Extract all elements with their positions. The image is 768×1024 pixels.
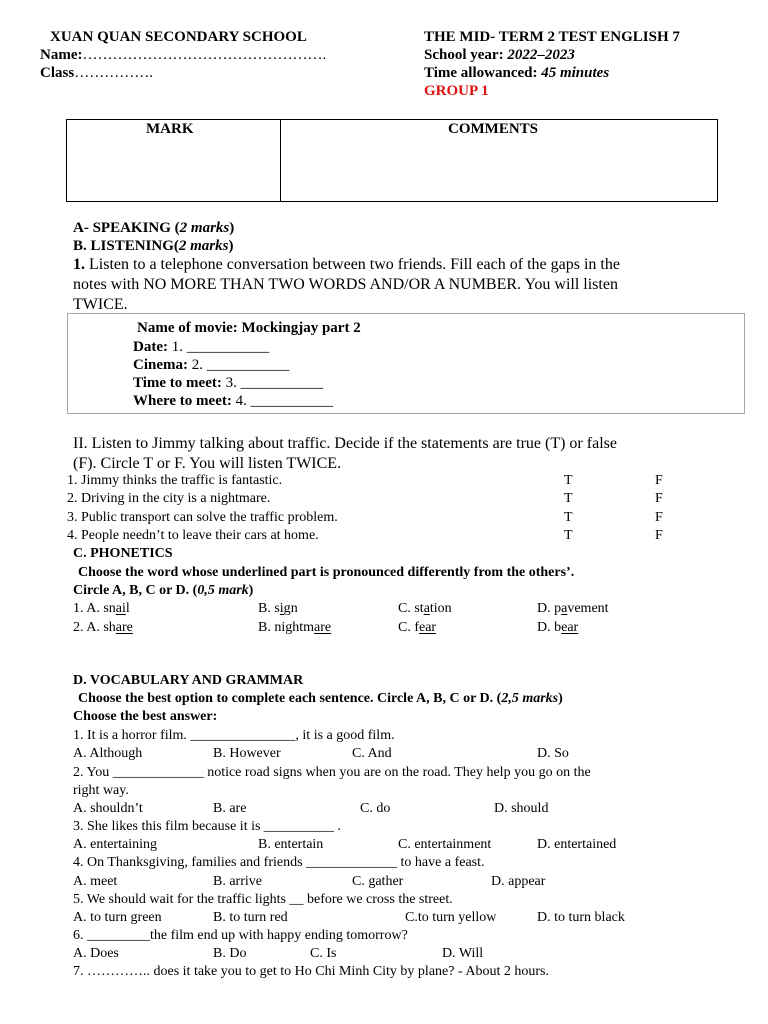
false-option[interactable]: F (655, 510, 663, 525)
listening-part2-line2: (F). Circle T or F. You will listen TWICE. (73, 455, 342, 472)
q6-option-c[interactable]: C. Is (310, 946, 337, 961)
q5-option-c[interactable]: C.to turn yellow (405, 910, 497, 925)
statement: 3. Public transport can solve the traffic problem. (67, 510, 338, 525)
name-dots[interactable]: …………………………………………. (82, 47, 327, 63)
name-label: Name: (40, 47, 83, 63)
time-allowed (424, 64, 609, 82)
q1-option-b[interactable]: B. However (213, 746, 281, 761)
q6-option-a[interactable]: A. Does (73, 946, 119, 961)
q2-option-c[interactable]: C. do (360, 801, 391, 816)
q4-option-c[interactable]: C. gather (352, 874, 404, 889)
phonetics-heading: C. PHONETICS (73, 546, 173, 561)
false-option[interactable]: F (655, 491, 663, 506)
blank-3[interactable]: 3. ___________ (221, 375, 324, 391)
group-label: GROUP 1 (424, 83, 489, 99)
vocab-question-2-cont: right way. (73, 783, 129, 798)
mark-header: MARK (146, 121, 194, 137)
phonetics-q1-c[interactable]: C. station (398, 601, 452, 616)
comments-header: COMMENTS (448, 121, 538, 137)
school-name: XUAN QUAN SECONDARY SCHOOL (50, 29, 307, 45)
q1-option-a[interactable]: A. Although (73, 746, 143, 761)
q1-option-d[interactable]: D. So (537, 746, 569, 761)
listening-part1-line3: TWICE. (73, 296, 128, 313)
listening-part1-line2: notes with NO MORE THAN TWO WORDS AND/OR A NUMBER. You will listen (73, 276, 618, 293)
phonetics-q2-c[interactable]: C. fear (398, 620, 437, 635)
vocab-heading: D. VOCABULARY AND GRAMMAR (73, 673, 304, 688)
q5-option-b[interactable]: B. to turn red (213, 910, 288, 925)
table-divider (280, 119, 281, 202)
phonetics-instruction-2: Circle A, B, C or D. (0,5 mark) (73, 583, 254, 598)
test-title: THE MID- TERM 2 TEST ENGLISH 7 (424, 29, 680, 45)
q3-option-b[interactable]: B. entertain (258, 837, 324, 852)
phonetics-q1-b[interactable]: B. sign (258, 601, 298, 616)
q5-option-d[interactable]: D. to turn black (537, 910, 625, 925)
vocab-question-2: 2. You _____________ notice road signs when you are on the road. They help you go on the (73, 765, 591, 780)
note-time: Time to meet: 3. ___________ (133, 375, 324, 391)
school-year (424, 46, 575, 64)
vocab-question-6: 6. _________the film end up with happy ending tomorrow? (73, 928, 408, 943)
class-label: Class (40, 65, 75, 81)
statement: 4. People needn’t to leave their cars at home. (67, 528, 319, 543)
blank-2[interactable]: 2. ___________ (188, 357, 290, 373)
q3-option-c[interactable]: C. entertainment (398, 837, 492, 852)
q2-option-b[interactable]: B. are (213, 801, 247, 816)
vocab-question-5: 5. We should wait for the traffic lights __ before we cross the street. (73, 892, 453, 907)
note-cinema: Cinema: 2. ___________ (133, 357, 290, 373)
year-label: School year: (424, 47, 504, 63)
q6-option-b[interactable]: B. Do (213, 946, 247, 961)
true-option[interactable]: T (564, 473, 573, 488)
listening-part1-instruction: 1. Listen to a telephone conversation between two friends. Fill each of the gaps in the (73, 256, 620, 273)
q4-option-b[interactable]: B. arrive (213, 874, 262, 889)
q3-option-a[interactable]: A. entertaining (73, 837, 157, 852)
blank-4[interactable]: 4. ___________ (231, 393, 334, 409)
phonetics-instruction: Choose the word whose underlined part is pronounced differently from the others’. (78, 565, 575, 580)
year-value: 2022–2023 (507, 47, 575, 63)
name-line (40, 46, 326, 64)
movie-name: Name of movie: Mockingjay part 2 (137, 320, 361, 336)
phonetics-q1-a[interactable]: 1. A. snail (73, 601, 130, 616)
q2-option-d[interactable]: D. should (494, 801, 549, 816)
false-option[interactable]: F (655, 528, 663, 543)
true-option[interactable]: T (564, 528, 573, 543)
true-option[interactable]: T (564, 510, 573, 525)
vocab-question-4: 4. On Thanksgiving, families and friends _____________ to have a feast. (73, 855, 485, 870)
q2-option-a[interactable]: A. shouldn’t (73, 801, 143, 816)
q4-option-d[interactable]: D. appear (491, 874, 546, 889)
class-dots[interactable]: ……………. (74, 65, 153, 81)
note-place: Where to meet: 4. ___________ (133, 393, 334, 409)
false-option[interactable]: F (655, 473, 663, 488)
q3-option-d[interactable]: D. entertained (537, 837, 617, 852)
listening-heading: B. LISTENING(2 marks) (73, 238, 234, 254)
vocab-instruction-2: Choose the best answer: (73, 709, 218, 724)
phonetics-q2-b[interactable]: B. nightmare (258, 620, 332, 635)
phonetics-q2-d[interactable]: D. bear (537, 620, 579, 635)
true-option[interactable]: T (564, 491, 573, 506)
class-line (40, 64, 153, 82)
time-value: 45 minutes (541, 65, 610, 81)
statement: 1. Jimmy thinks the traffic is fantastic. (67, 473, 283, 488)
phonetics-q1-d[interactable]: D. pavement (537, 601, 609, 616)
vocab-question-3: 3. She likes this film because it is __________ . (73, 819, 341, 834)
listening-part2-instruction: II. Listen to Jimmy talking about traffic. Decide if the statements are true (T) or false (73, 435, 617, 452)
q5-option-a[interactable]: A. to turn green (73, 910, 162, 925)
vocab-question-7: 7. ………….. does it take you to get to Ho Chi Minh City by plane? - About 2 hours. (73, 964, 549, 979)
blank-1[interactable]: 1. ___________ (167, 339, 270, 355)
time-label: Time allowanced: (424, 65, 538, 81)
note-date: Date: 1. ___________ (133, 339, 270, 355)
vocab-instruction: Choose the best option to complete each sentence. Circle A, B, C or D. (2,5 marks) (78, 691, 563, 706)
speaking-heading: A- SPEAKING (2 marks) (73, 220, 235, 236)
q1-option-c[interactable]: C. And (352, 746, 392, 761)
statement: 2. Driving in the city is a nightmare. (67, 491, 271, 506)
q4-option-a[interactable]: A. meet (73, 874, 118, 889)
q6-option-d[interactable]: D. Will (442, 946, 484, 961)
phonetics-q2-a[interactable]: 2. A. share (73, 620, 133, 635)
vocab-question-1: 1. It is a horror film. _______________, it is a good film. (73, 728, 395, 743)
